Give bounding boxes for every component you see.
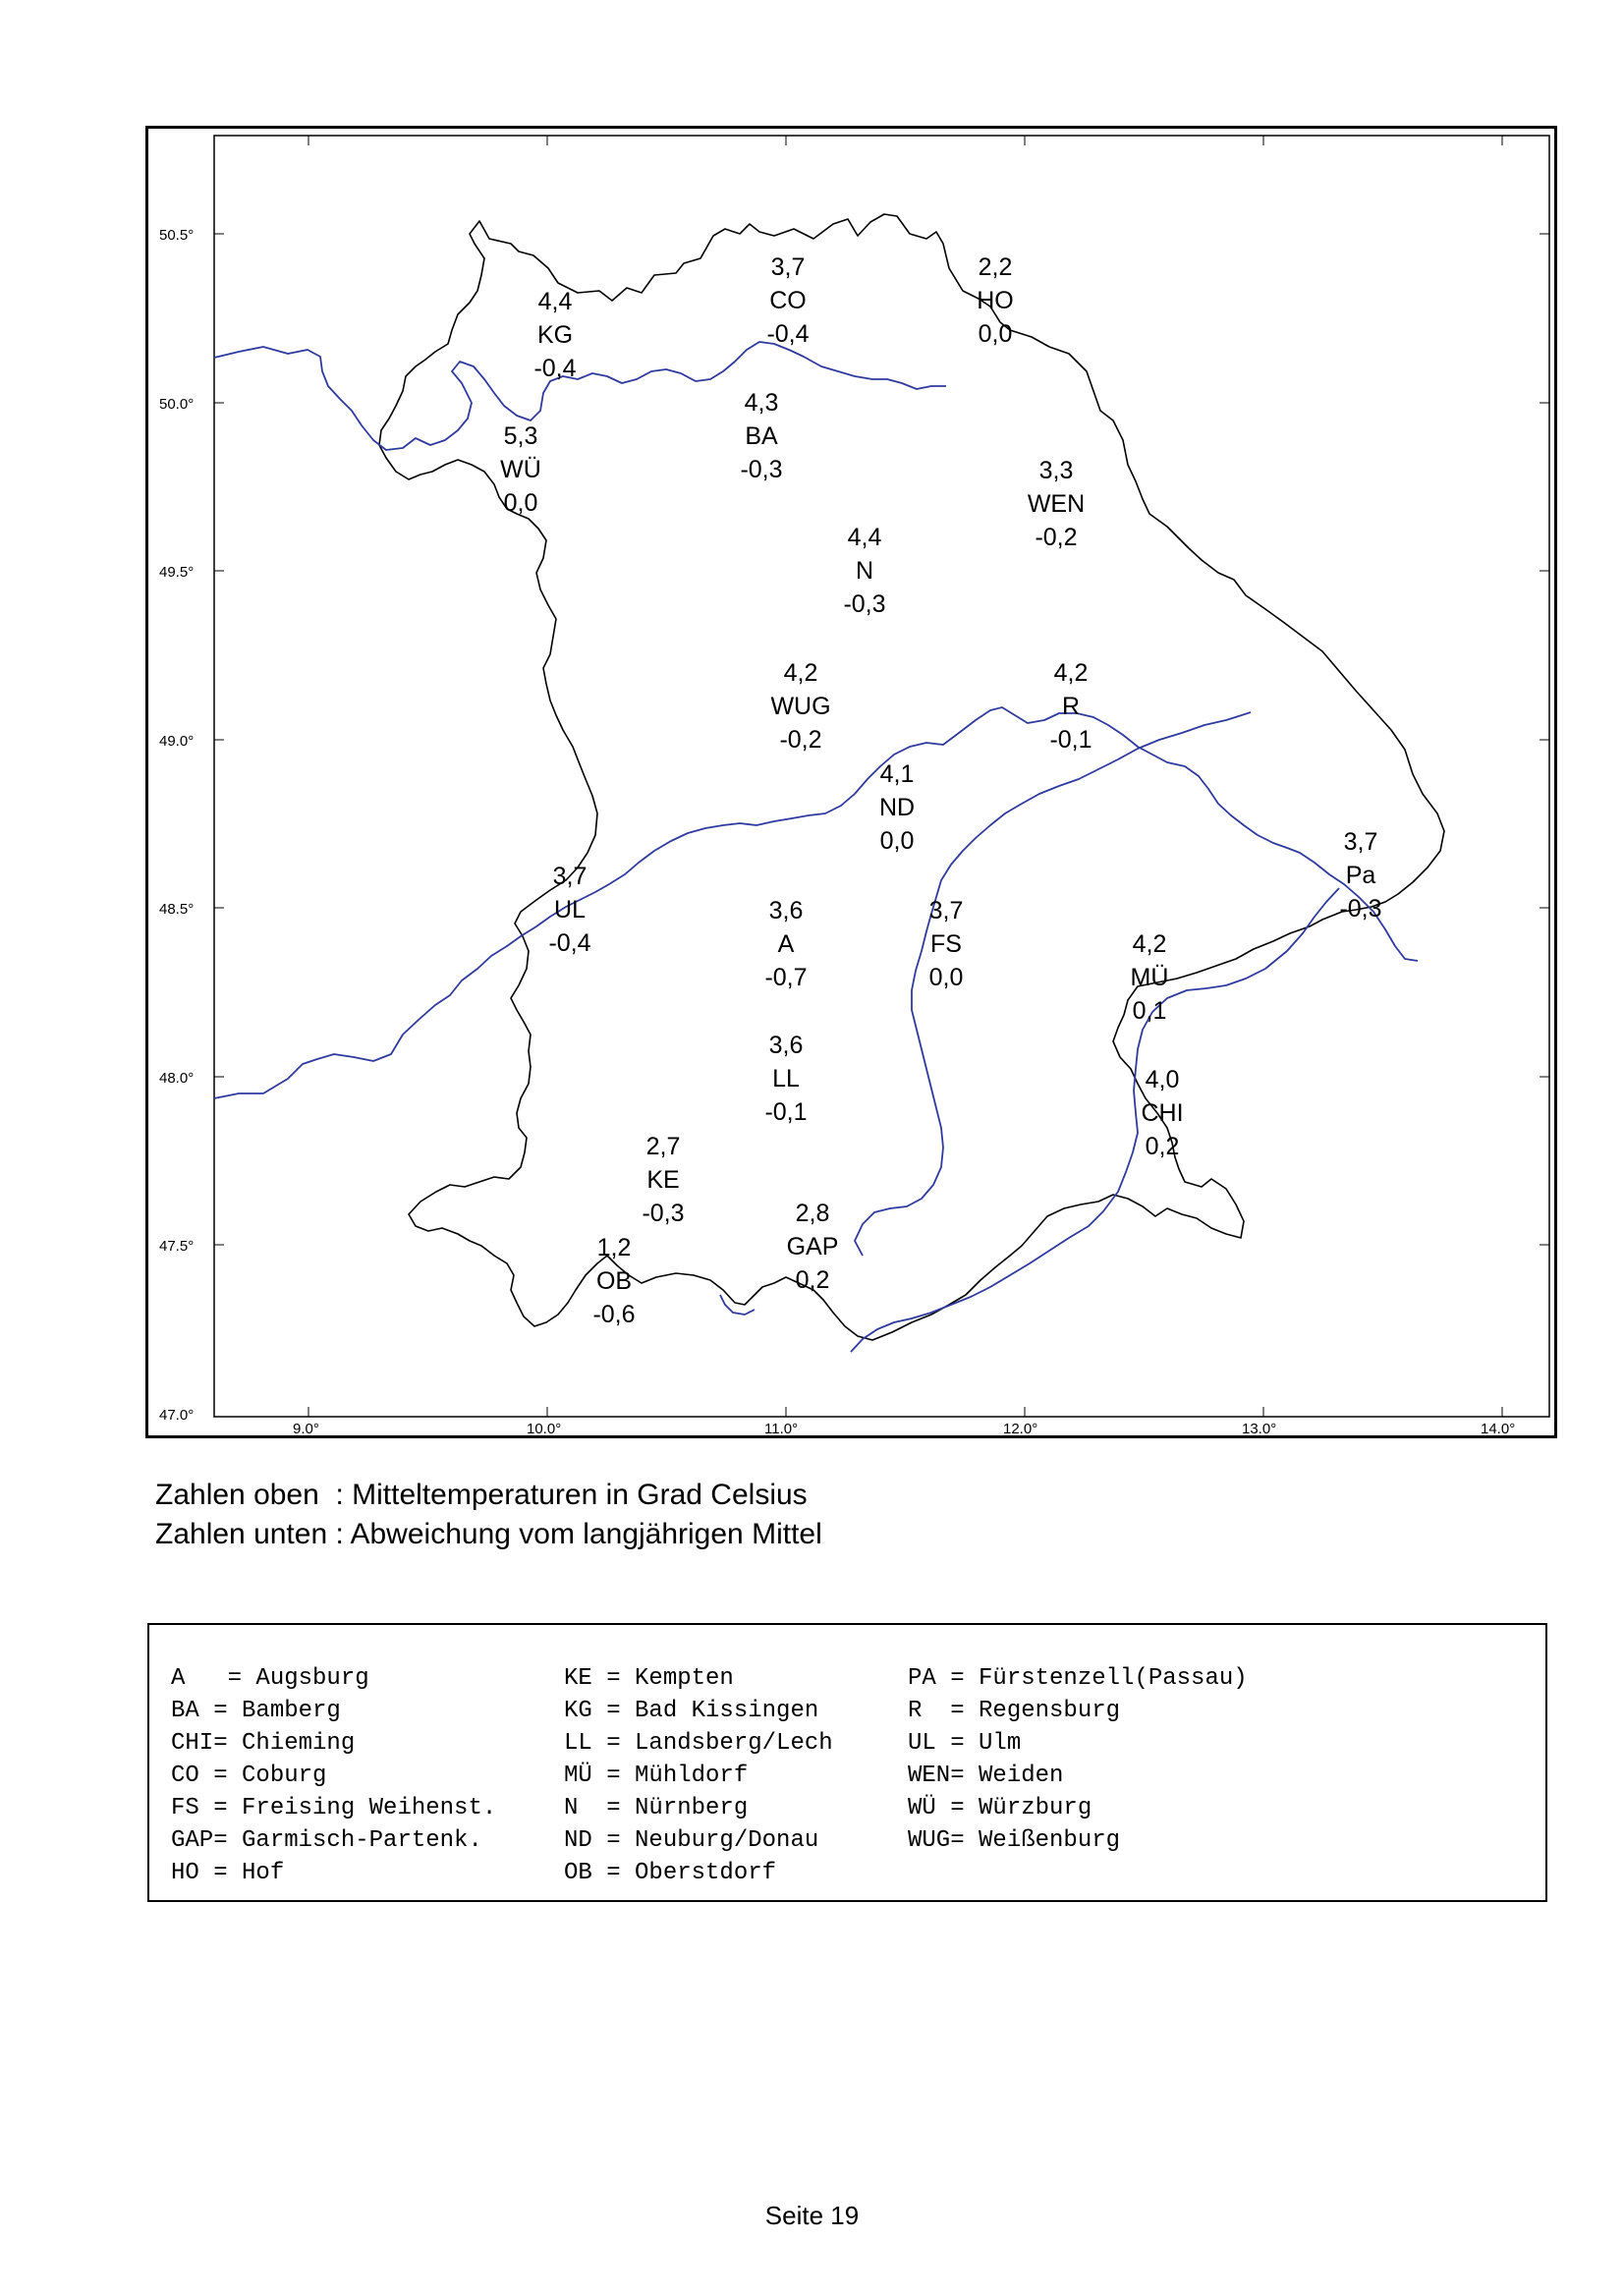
station-deviation: -0,3 [843, 590, 886, 618]
legend-entry: WÜ = Würzburg [908, 1795, 1092, 1821]
station-code: Pa [1345, 862, 1376, 889]
station-a [727, 894, 845, 994]
lon-tick-label: 9.0° [293, 1421, 319, 1437]
river-lech [720, 1295, 755, 1315]
legend-entry: HO = Hof [171, 1860, 285, 1886]
station-temp: 3,6 [768, 1032, 804, 1059]
legend-entry: ND = Neuburg/Donau [564, 1827, 819, 1854]
lat-tick-label: 48.5° [159, 901, 195, 918]
legend-entry: GAP= Garmisch-Partenk. [171, 1827, 482, 1854]
station-deviation: 0,0 [928, 964, 964, 991]
lon-tick-label: 12.0° [1003, 1421, 1038, 1437]
station-code: LL [772, 1065, 800, 1092]
station-code: WUG [770, 693, 831, 720]
station-mue [1091, 927, 1208, 1028]
station-temp: 4,0 [1145, 1066, 1180, 1093]
station-r [1012, 656, 1130, 756]
legend-entry: WUG= Weißenburg [908, 1827, 1121, 1854]
legend-entry: PA = Fürstenzell(Passau) [908, 1665, 1248, 1692]
station-chi [1103, 1063, 1221, 1163]
station-deviation: 0,0 [879, 827, 915, 855]
lon-tick-label: 11.0° [764, 1421, 799, 1437]
legend-column [171, 1662, 496, 1889]
station-code: OB [595, 1267, 633, 1295]
station-deviation: 0,0 [503, 489, 538, 517]
legend-entry: UL = Ulm [908, 1730, 1022, 1757]
legend-entry: LL = Landsberg/Lech [564, 1730, 833, 1757]
note-line: Zahlen oben : Mitteltemperaturen in Grad Celsius [155, 1479, 808, 1511]
station-temp: 2,8 [795, 1200, 830, 1227]
station-kg [496, 285, 614, 385]
legend-entry: WEN= Weiden [908, 1763, 1064, 1789]
station-temp: 3,3 [1038, 457, 1074, 484]
station-deviation: 0,1 [1132, 997, 1167, 1025]
station-temp: 1,2 [596, 1234, 632, 1261]
lat-tick-label: 50.5° [159, 227, 195, 244]
station-deviation: 0,0 [978, 320, 1013, 348]
station-ba [702, 386, 820, 486]
station-code: KG [536, 321, 574, 349]
station-deviation: -0,4 [766, 320, 810, 348]
station-temp: 4,2 [783, 659, 818, 687]
legend-entry: FS = Freising Weihenst. [171, 1795, 497, 1821]
station-temp: 4,4 [847, 524, 882, 551]
lat-tick-label: 47.5° [159, 1238, 195, 1255]
legend-entry: BA = Bamberg [171, 1698, 341, 1724]
station-deviation: -0,3 [740, 456, 783, 483]
station-code: CHI [1141, 1099, 1184, 1127]
station-co [729, 251, 847, 351]
station-temp: 2,2 [978, 253, 1013, 281]
station-temp: 3,7 [552, 863, 588, 890]
station-pa [1302, 825, 1420, 925]
station-temp: 2,7 [645, 1133, 681, 1160]
legend-column [908, 1662, 1248, 1857]
lon-tick-label: 13.0° [1242, 1421, 1277, 1437]
station-code: WEN [1027, 490, 1086, 518]
station-code: A [777, 930, 795, 958]
station-deviation: -0,1 [1049, 726, 1092, 754]
station-deviation: -0,4 [533, 355, 577, 382]
page-number: Seite 19 [764, 2201, 860, 2230]
station-code: N [855, 557, 874, 585]
station-code: R [1061, 693, 1081, 720]
station-ul [511, 860, 629, 960]
station-legend [147, 1623, 1547, 1902]
station-code: BA [745, 422, 778, 450]
station-deviation: -0,3 [642, 1200, 685, 1227]
legend-entry: CO = Coburg [171, 1763, 327, 1789]
lat-tick-label: 47.0° [159, 1407, 195, 1424]
station-temp: 4,2 [1053, 659, 1089, 687]
station-temp: 5,3 [503, 422, 538, 450]
station-ob [555, 1231, 673, 1331]
legend-entry: KG = Bad Kissingen [564, 1698, 819, 1724]
station-wue [462, 420, 580, 520]
station-gap [754, 1197, 871, 1297]
legend-entry: A = Augsburg [171, 1665, 369, 1692]
station-code: HO [977, 287, 1014, 314]
station-wug [742, 656, 860, 756]
legend-entry: OB = Oberstdorf [564, 1860, 777, 1886]
legend-entry: KE = Kempten [564, 1665, 734, 1692]
station-deviation: -0,4 [548, 929, 591, 957]
station-wen [997, 454, 1115, 554]
station-ke [604, 1130, 722, 1230]
station-deviation: -0,2 [1035, 524, 1078, 551]
lon-tick-label: 14.0° [1481, 1421, 1516, 1437]
station-temp: 3,7 [1343, 828, 1378, 856]
legend-entry: MÜ = Mühldorf [564, 1763, 749, 1789]
station-temp: 4,1 [879, 760, 915, 788]
station-temp: 4,2 [1132, 930, 1167, 958]
station-temp: 3,7 [770, 253, 806, 281]
map-notes [155, 1476, 822, 1554]
station-code: FS [930, 930, 962, 958]
station-deviation: -0,2 [779, 726, 822, 754]
station-code: GAP [786, 1233, 839, 1260]
station-ho [936, 251, 1054, 351]
station-n [806, 521, 924, 621]
station-ll [727, 1029, 845, 1129]
station-deviation: 0,2 [1145, 1133, 1180, 1160]
lat-tick-label: 48.0° [159, 1070, 195, 1087]
lat-tick-label: 49.0° [159, 733, 195, 750]
station-code: ND [878, 794, 916, 821]
station-deviation: -0,7 [764, 964, 808, 991]
station-code: WÜ [500, 456, 541, 483]
station-deviation: -0,1 [764, 1098, 808, 1126]
station-temp: 3,7 [928, 897, 964, 924]
station-code: KE [646, 1166, 680, 1194]
lat-tick-label: 50.0° [159, 396, 195, 413]
station-code: CO [769, 287, 807, 314]
station-fs [887, 894, 1005, 994]
lat-tick-label: 49.5° [159, 564, 195, 581]
station-deviation: 0,2 [795, 1266, 830, 1294]
note-line: Zahlen unten : Abweichung vom langjährigen Mittel [155, 1518, 822, 1550]
station-temp: 3,6 [768, 897, 804, 924]
station-nd [838, 757, 956, 858]
legend-entry: N = Nürnberg [564, 1795, 749, 1821]
station-code: MÜ [1130, 964, 1169, 991]
lon-tick-label: 10.0° [527, 1421, 562, 1437]
station-deviation: -0,6 [592, 1301, 636, 1328]
legend-entry: R = Regensburg [908, 1698, 1121, 1724]
legend-entry: CHI= Chieming [171, 1730, 356, 1757]
station-code: UL [554, 896, 586, 924]
station-temp: 4,3 [744, 389, 779, 417]
station-temp: 4,4 [537, 288, 573, 315]
legend-column [564, 1662, 833, 1889]
station-deviation: -0,3 [1339, 895, 1382, 923]
